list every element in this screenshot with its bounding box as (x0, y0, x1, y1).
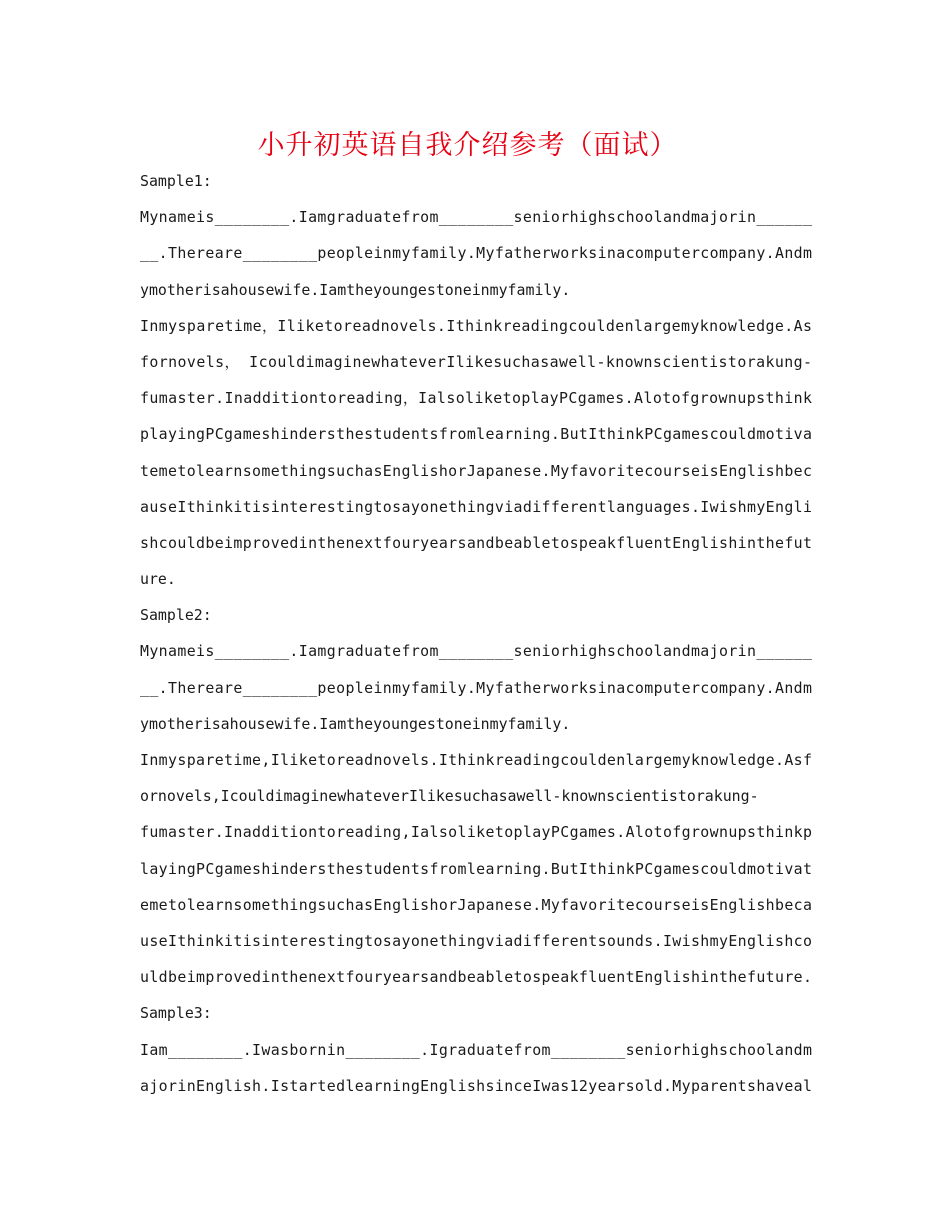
text-line: Iam________.Iwasbornin________.Igraduatefrom________seniorhighschoolandm (140, 1040, 812, 1059)
text-line: shcouldbeimprovedinthenextfouryearsandbeabletospeakfluentEnglishinthefut (140, 533, 812, 552)
text-line: ymotherisahousewife.Iamtheyoungestoneinmyfamily. (140, 280, 571, 299)
text-line: Inmysparetime,Iliketoreadnovels.Ithinkreadingcouldenlargemyknowledge.Asf (140, 751, 812, 769)
document-title: 小升初英语自我介绍参考（面试） (257, 130, 678, 161)
text-line: fumaster.Inadditiontoreading，IalsoliketoplayPCgames.Alotofgrownupsthink (140, 389, 812, 408)
text-line: fumaster.Inadditiontoreading,IalsoliketoplayPCgames.Alotofgrownupsthinkp (140, 823, 812, 842)
text-line: temetolearnsomethingsuchasEnglishorJapanese.MyfavoritecourseisEnglishbec (140, 461, 812, 480)
text-line: __.Thereare________peopleinmyfamily.Myfatherworksinacomputercompany.Andm (140, 244, 812, 263)
text-line: auseIthinkitisinterestingtosayonethingviadifferentlanguages.IwishmyEngli (140, 497, 812, 516)
text-line: ymotherisahousewife.Iamtheyoungestoneinmyfamily. (140, 714, 571, 733)
text-line: playingPCgameshindersthestudentsfromlearning.ButIthinkPCgamescouldmotiva (140, 425, 812, 444)
text-line: ure. (140, 570, 176, 589)
text-line: emetolearnsomethingsuchasEnglishorJapanese.MyfavoritecourseisEnglishbeca (140, 895, 812, 914)
text-line: ornovels,IcouldimaginewhateverIlikesuchasawell-knownscientistorakung- (140, 787, 759, 806)
document-body (140, 163, 812, 1104)
text-line: fornovels， IcouldimaginewhateverIlikesuchasawell-knownscientistorakung- (140, 352, 812, 371)
text-line: __.Thereare________peopleinmyfamily.Myfatherworksinacomputercompany.Andm (140, 678, 812, 697)
text-line: Mynameis________.Iamgraduatefrom________seniorhighschoolandmajorin______ (140, 642, 812, 661)
text-line: ajorinEnglish.IstartedlearningEnglishsinceIwas12yearsold.Myparentshaveal (140, 1076, 812, 1095)
text-line: Inmysparetime，Iliketoreadnovels.Ithinkreadingcouldenlargemyknowledge.As (140, 316, 812, 335)
text-line: useIthinkitisinterestingtosayonethingviadifferentsounds.IwishmyEnglishco (140, 931, 812, 950)
text-line: Sample1: (140, 172, 212, 190)
text-line: uldbeimprovedinthenextfouryearsandbeabletospeakfluentEnglishinthefuture. (140, 968, 812, 987)
text-line: Mynameis________.Iamgraduatefrom________seniorhighschoolandmajorin______ (140, 208, 812, 227)
text-line: Sample2: (140, 606, 212, 625)
text-line: layingPCgameshindersthestudentsfromlearning.ButIthinkPCgamescouldmotivat (140, 859, 812, 878)
text-line: Sample3: (140, 1004, 212, 1023)
